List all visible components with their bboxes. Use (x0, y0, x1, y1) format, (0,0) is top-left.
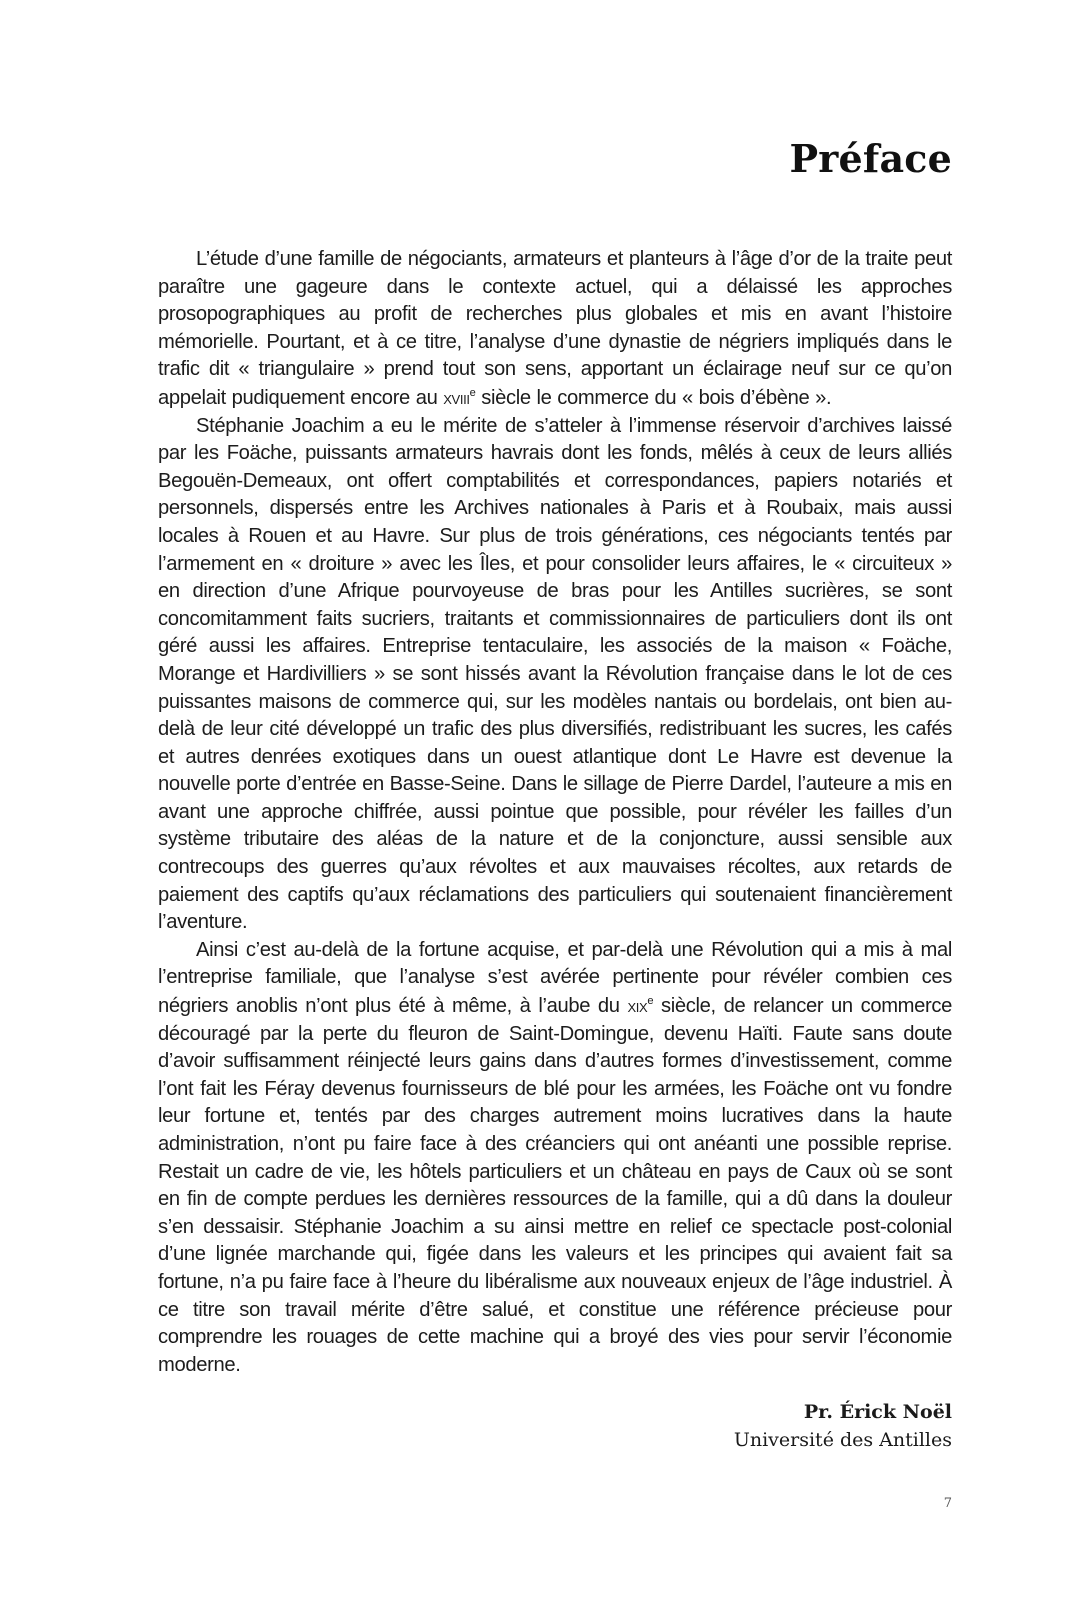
century-numeral-18: xviii (443, 386, 470, 408)
author-affiliation: Université des Antilles (733, 1429, 952, 1451)
signature-block (734, 1398, 952, 1454)
paragraph-1-text-b: siècle le commerce du « bois d’ébène ». (475, 386, 832, 409)
paragraph-1-text-a: L’étude d’une famille de négociants, armateurs et planteurs à l’âge d’or de la traite peut paraître une gageure dans le contexte actuel, qui a délaissé les approches prosopographiques au profit de recherches plus globales et mis en avant l’histoire mémorielle. Pourtant, et à ce titre, l’analyse d’une dynastie de négriers impliqués dans le trafic dit « triangulaire » prend tout son sens, apportant un éclairage neuf sur ce qu’on appelait pudiquement encore au (158, 248, 952, 409)
page-number: 7 (943, 1496, 952, 1511)
century-suffix: e (647, 995, 654, 1008)
century-suffix: e (469, 387, 476, 400)
author-name: Pr. Érick Noël (803, 1401, 952, 1423)
century-numeral-19: xix (627, 995, 648, 1017)
preface-body (158, 246, 952, 1379)
paragraph-1 (158, 246, 952, 413)
paragraph-3-text-a: Ainsi c’est au-delà de la fortune acquise, et par-delà une Révolution qui a mis à mal l’entreprise familiale, que l’analyse s’est avérée pertinente pour révéler combien ces négriers anoblis n’ont plus été à même, à l’aube du (158, 938, 952, 1018)
paragraph-3-text-b: siècle, de relancer un commerce découragé par la perte du fleuron de Saint-Domingue, devenu Haïti. Faute sans doute d’avoir suffisamment réinjecté leurs gains dans d’autres formes d’investissement, comme l’ont fait les Féray devenus fournisseurs de blé pour les armées, les Foäche ont vu fondre leur fortune et, tentés par des charges autrement moins lucratives dans la haute administration, n’ont pu faire face à des créanciers qui ont anéanti une possible reprise. Restait un cadre de vie, les hôtels particuliers et un château en pays de Caux où se sont en fin de compte perdues les dernières ressources de la famille, qui a dû dans la douleur s’en dessaisir. Stéphanie Joachim a su ainsi mettre en relief ce spectacle post-colonial d’une lignée marchande qui, figée dans les valeurs et les principes qui avaient fait sa fortune, n’a pu faire face à l’heure du libéralisme aux nouveaux enjeux de l’âge industriel. À ce titre son travail mérite d’être salué, et constitue une référence précieuse pour comprendre les rouages de cette machine qui a broyé des vies pour servir l’économie moderne. (158, 995, 953, 1376)
paragraph-3 (158, 937, 952, 1380)
paragraph-2: Stéphanie Joachim a eu le mérite de s’atteler à l’immense réservoir d’archives laissé par les Foäche, puissants armateurs havrais dont les fonds, mêlés à ceux de leurs alliés Begouën-Demeaux, ont offert comptabilités et correspondances, papiers notariés et personnels, dispersés entre les Archives nationales à Paris et à Roubaix, mais aussi locales à Rouen et au Havre. Sur plus de trois générations, ces négociants tentés par l’armement en « droiture » avec les Îles, et pour consolider leurs affaires, le « circuiteux » en direction d’une Afrique pourvoyeuse de bras pour les Antilles sucrières, se sont concomitamment faits sucriers, traitants et commissionnaires de particuliers dont ils ont géré aussi les affaires. Entreprise tentaculaire, les associés de la maison « Foäche, Morange et Hardivilliers » se sont hissés avant la Révolution française dans le lot de ces puissantes maisons de commerce qui, sur les modèles nantais ou bordelais, ont bien au-delà de leur cité développé un trafic des plus diversifiés, redistribuant les sucres, les cafés et autres denrées exotiques dans un ouest atlantique dont Le Havre est devenue la nouvelle porte d’entrée en Basse-Seine. Dans le sillage de Pierre Dardel, l’auteure a mis en avant une approche chiffrée, aussi pointue que possible, pour révéler les failles d’un système tributaire des aléas de la nature et de la conjoncture, aussi sensible aux contrecoups des guerres qu’aux révoltes et aux mauvaises récoltes, aux retards de paiement des captifs qu’aux réclamations des particuliers qui soutenaient financièrement l’aventure. (158, 414, 952, 934)
page-title: Préface (789, 136, 952, 181)
